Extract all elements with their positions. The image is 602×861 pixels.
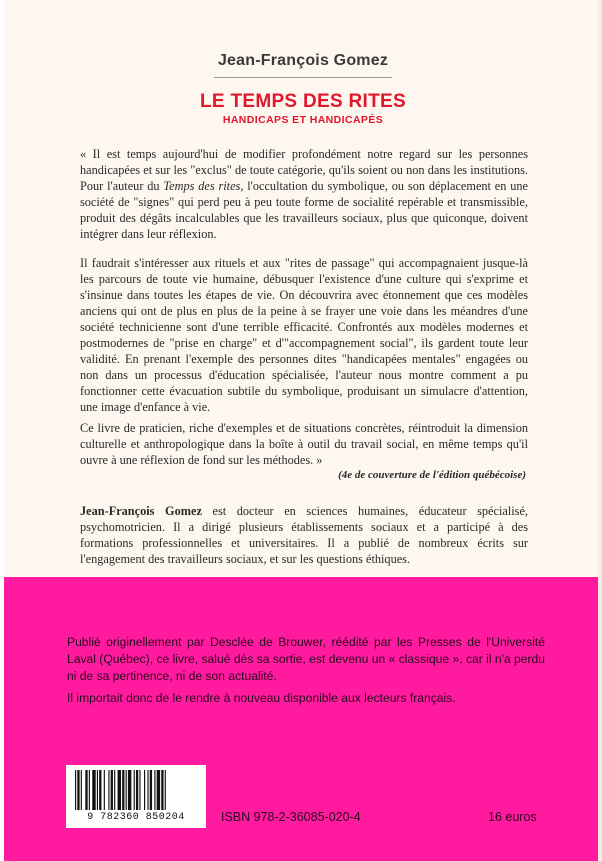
barcode-bar xyxy=(122,770,124,810)
barcode-bar xyxy=(114,770,115,810)
barcode-bar xyxy=(139,770,140,810)
back-cover xyxy=(4,0,602,861)
author-bio xyxy=(80,503,528,567)
barcode-bar xyxy=(77,770,79,810)
barcode-bar xyxy=(157,770,160,810)
isbn: ISBN 978-2-36085-020-4 xyxy=(221,810,361,824)
blurb-text: , l'occultation du symbolique, ou son déplacement en une société de "signes" qui perd peu à peu toute forme de socialité repérable et transmissible, produit des dégâts incalculables que les travailleurs sociaux, plus que quiconque, doivent intégrer dans leur réflexion. xyxy=(80,179,529,241)
barcode-bar xyxy=(136,770,138,810)
barcode-bar xyxy=(165,770,166,810)
publisher-note-2: Il importait donc de le rendre à nouveau disponible aux lecteurs français. xyxy=(67,691,456,705)
barcode-bar xyxy=(144,770,145,810)
barcode-bar xyxy=(147,770,148,810)
barcode-bar xyxy=(128,770,131,810)
barcode-digits: 9 782360 850204 xyxy=(87,812,185,823)
barcode-bar xyxy=(126,770,127,810)
barcode-bar xyxy=(134,770,135,810)
barcode-bar xyxy=(75,770,76,810)
barcode-bar xyxy=(154,770,155,810)
bio-text: est docteur en sciences humaines, éducateur spécialisé, psychomotricien. Il a dirigé plusieurs établissements sociaux et a participé à des formations professionnelles et universitaires. Il a publié de nombreux écrits sur l'engagement des travailleurs sociaux, et sur les questions éthiques. xyxy=(80,504,528,566)
italic-book-title: Temps des rites xyxy=(163,179,241,193)
barcode-bar xyxy=(104,770,105,810)
barcode-bar xyxy=(92,770,95,810)
barcode xyxy=(66,765,206,828)
barcode-bar xyxy=(99,770,101,810)
author-name: Jean-François Gomez xyxy=(217,52,389,69)
blurb-paragraph-1 xyxy=(80,146,528,242)
barcode-bar xyxy=(111,770,113,810)
blurb-text: « Il est temps aujourd'hui de modifier profondément notre regard sur les personnes handicapées et sur les "exclus" de toute catégorie, qu'ils soient ou non dans les institutions. Pour l'auteur du xyxy=(80,147,528,193)
book-subtitle: HANDICAPS ET HANDICAPÉS xyxy=(222,114,384,126)
barcode-bar xyxy=(108,770,109,810)
blurb-paragraph-3: Ce livre de praticien, riche d'exemples et de situations concrètes, réintroduit la dimension culturelle et anthropologique dans la boîte à outil du travail social, en même temps qu'il ouvre à une réflexion de fond sur les méthodes. » xyxy=(80,421,528,467)
barcode-bar xyxy=(81,770,82,810)
barcode-bar xyxy=(161,770,163,810)
barcode-bar xyxy=(150,770,152,810)
barcode-bar xyxy=(97,770,98,810)
source-note: (4e de couverture de l'édition québécoise) xyxy=(338,469,526,481)
book-title: LE TEMPS DES RITES xyxy=(200,91,406,112)
barcode-bar xyxy=(85,770,87,810)
publisher-note-1: Publié originellement par Desclée de Brouwer, réédité par les Presses de l'Université Laval (Québec), ce livre, salué dès sa sortie, est devenu un « classique », car il n'a perdu ni de sa pertinence, ni de son actualité. xyxy=(67,635,545,683)
barcode-bar xyxy=(118,770,121,810)
divider-rule xyxy=(214,77,392,78)
cover-edge xyxy=(598,0,602,861)
price: 16 euros xyxy=(488,810,537,824)
barcode-bars xyxy=(73,770,199,812)
blurb-paragraph-2: Il faudrait s'intéresser aux rituels et aux "rites de passage" qui accompagnaient jusque-là les parcours de toute vie humaine, débusquer l'existence d'une culture qui s'exprime et s'insinue dans toutes les étapes de vie. On découvrira avec étonnement que ces modèles anciens qui ont de plus en plus de la peine à se frayer une voie dans les méandres d'une société technicienne sont d'une terrible efficacité. Confrontés aux modèles modernes et postmodernes de "prise en charge" et d'"accompagnement social", ils gardent toute leur validité. En prenant l'exemple des personnes dites "handicapées mentales" engagées ou non dans un processus d'éducation spécialisée, l'auteur nous montre comment a pu fonctionner cette évacuation subtile du symbolique, produisant un simulacre d'attention, une image d'enfance à vie. xyxy=(80,256,528,414)
bio-author-name: Jean-François Gomez xyxy=(80,504,202,518)
barcode-bar xyxy=(89,770,90,810)
